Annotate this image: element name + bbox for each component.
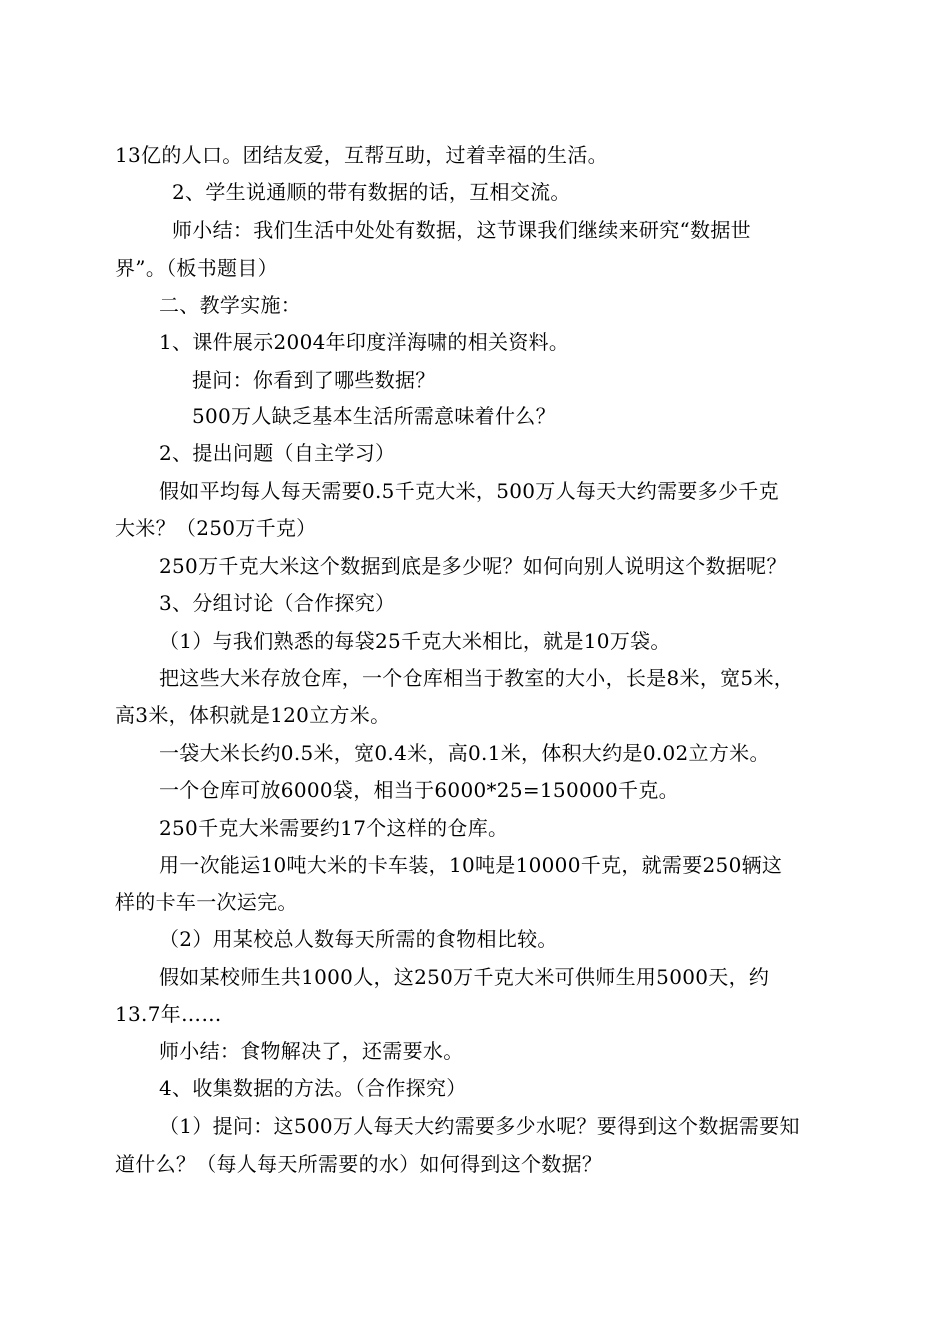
text-line-5: 二、教学实施： (159, 293, 302, 317)
text-line-15: 把这些大米存放仓库，一个仓库相当于教室的大小，长是8米，宽5米， (159, 666, 795, 690)
text-line-26: 4、收集数据的方法。（合作探究） (159, 1076, 467, 1100)
text-line-1: 13亿的人口。团结友爱，互帮互助，过着幸福的生活。 (115, 143, 608, 167)
text-line-13: 3、分组讨论（合作探究） (159, 591, 396, 615)
text-line-16: 高3米，体积就是120立方米。 (115, 703, 391, 727)
text-line-25: 师小结：食物解决了，还需要水。 (159, 1039, 464, 1063)
text-line-21: 样的卡车一次运完。 (115, 890, 298, 914)
text-line-4: 界”。（板书题目） (115, 256, 278, 280)
text-line-14: （1）与我们熟悉的每袋25千克大米相比，就是10万袋。 (159, 629, 671, 653)
text-line-17: 一袋大米长约0.5米，宽0.4米，高0.1米，体积大约是0.02立方米。 (159, 741, 770, 765)
text-line-9: 2、提出问题（自主学习） (159, 441, 396, 465)
text-line-18: 一个仓库可放6000袋，相当于6000*25=150000千克。 (159, 778, 679, 802)
text-line-24: 13.7年…… (115, 1002, 222, 1026)
text-line-10: 假如平均每人每天需要0.5千克大米，500万人每天大约需要多少千克 (159, 479, 779, 503)
text-line-27: （1）提问：这500万人每天大约需要多少水呢？要得到这个数据需要知 (159, 1114, 800, 1138)
text-line-22: （2）用某校总人数每天所需的食物相比较。 (159, 927, 558, 951)
text-line-3: 师小结：我们生活中处处有数据，这节课我们继续来研究“数据世 (172, 218, 751, 242)
text-line-6: 1、课件展示2004年印度洋海啸的相关资料。 (159, 330, 570, 354)
text-line-8: 500万人缺乏基本生活所需意味着什么？ (192, 404, 556, 428)
text-line-20: 用一次能运10吨大米的卡车装，10吨是10000千克，就需要250辆这 (159, 853, 783, 877)
text-line-23: 假如某校师生共1000人，这250万千克大米可供师生用5000天，约 (159, 965, 770, 989)
text-line-7: 提问：你看到了哪些数据？ (192, 368, 436, 392)
text-line-2: 2、学生说通顺的带有数据的话，互相交流。 (172, 180, 571, 204)
text-line-11: 大米？（250万千克） (115, 516, 317, 540)
text-line-12: 250万千克大米这个数据到底是多少呢？如何向别人说明这个数据呢？ (159, 554, 787, 578)
text-line-19: 250千克大米需要约17个这样的仓库。 (159, 816, 509, 840)
text-line-28: 道什么？（每人每天所需要的水）如何得到这个数据？ (115, 1152, 603, 1176)
